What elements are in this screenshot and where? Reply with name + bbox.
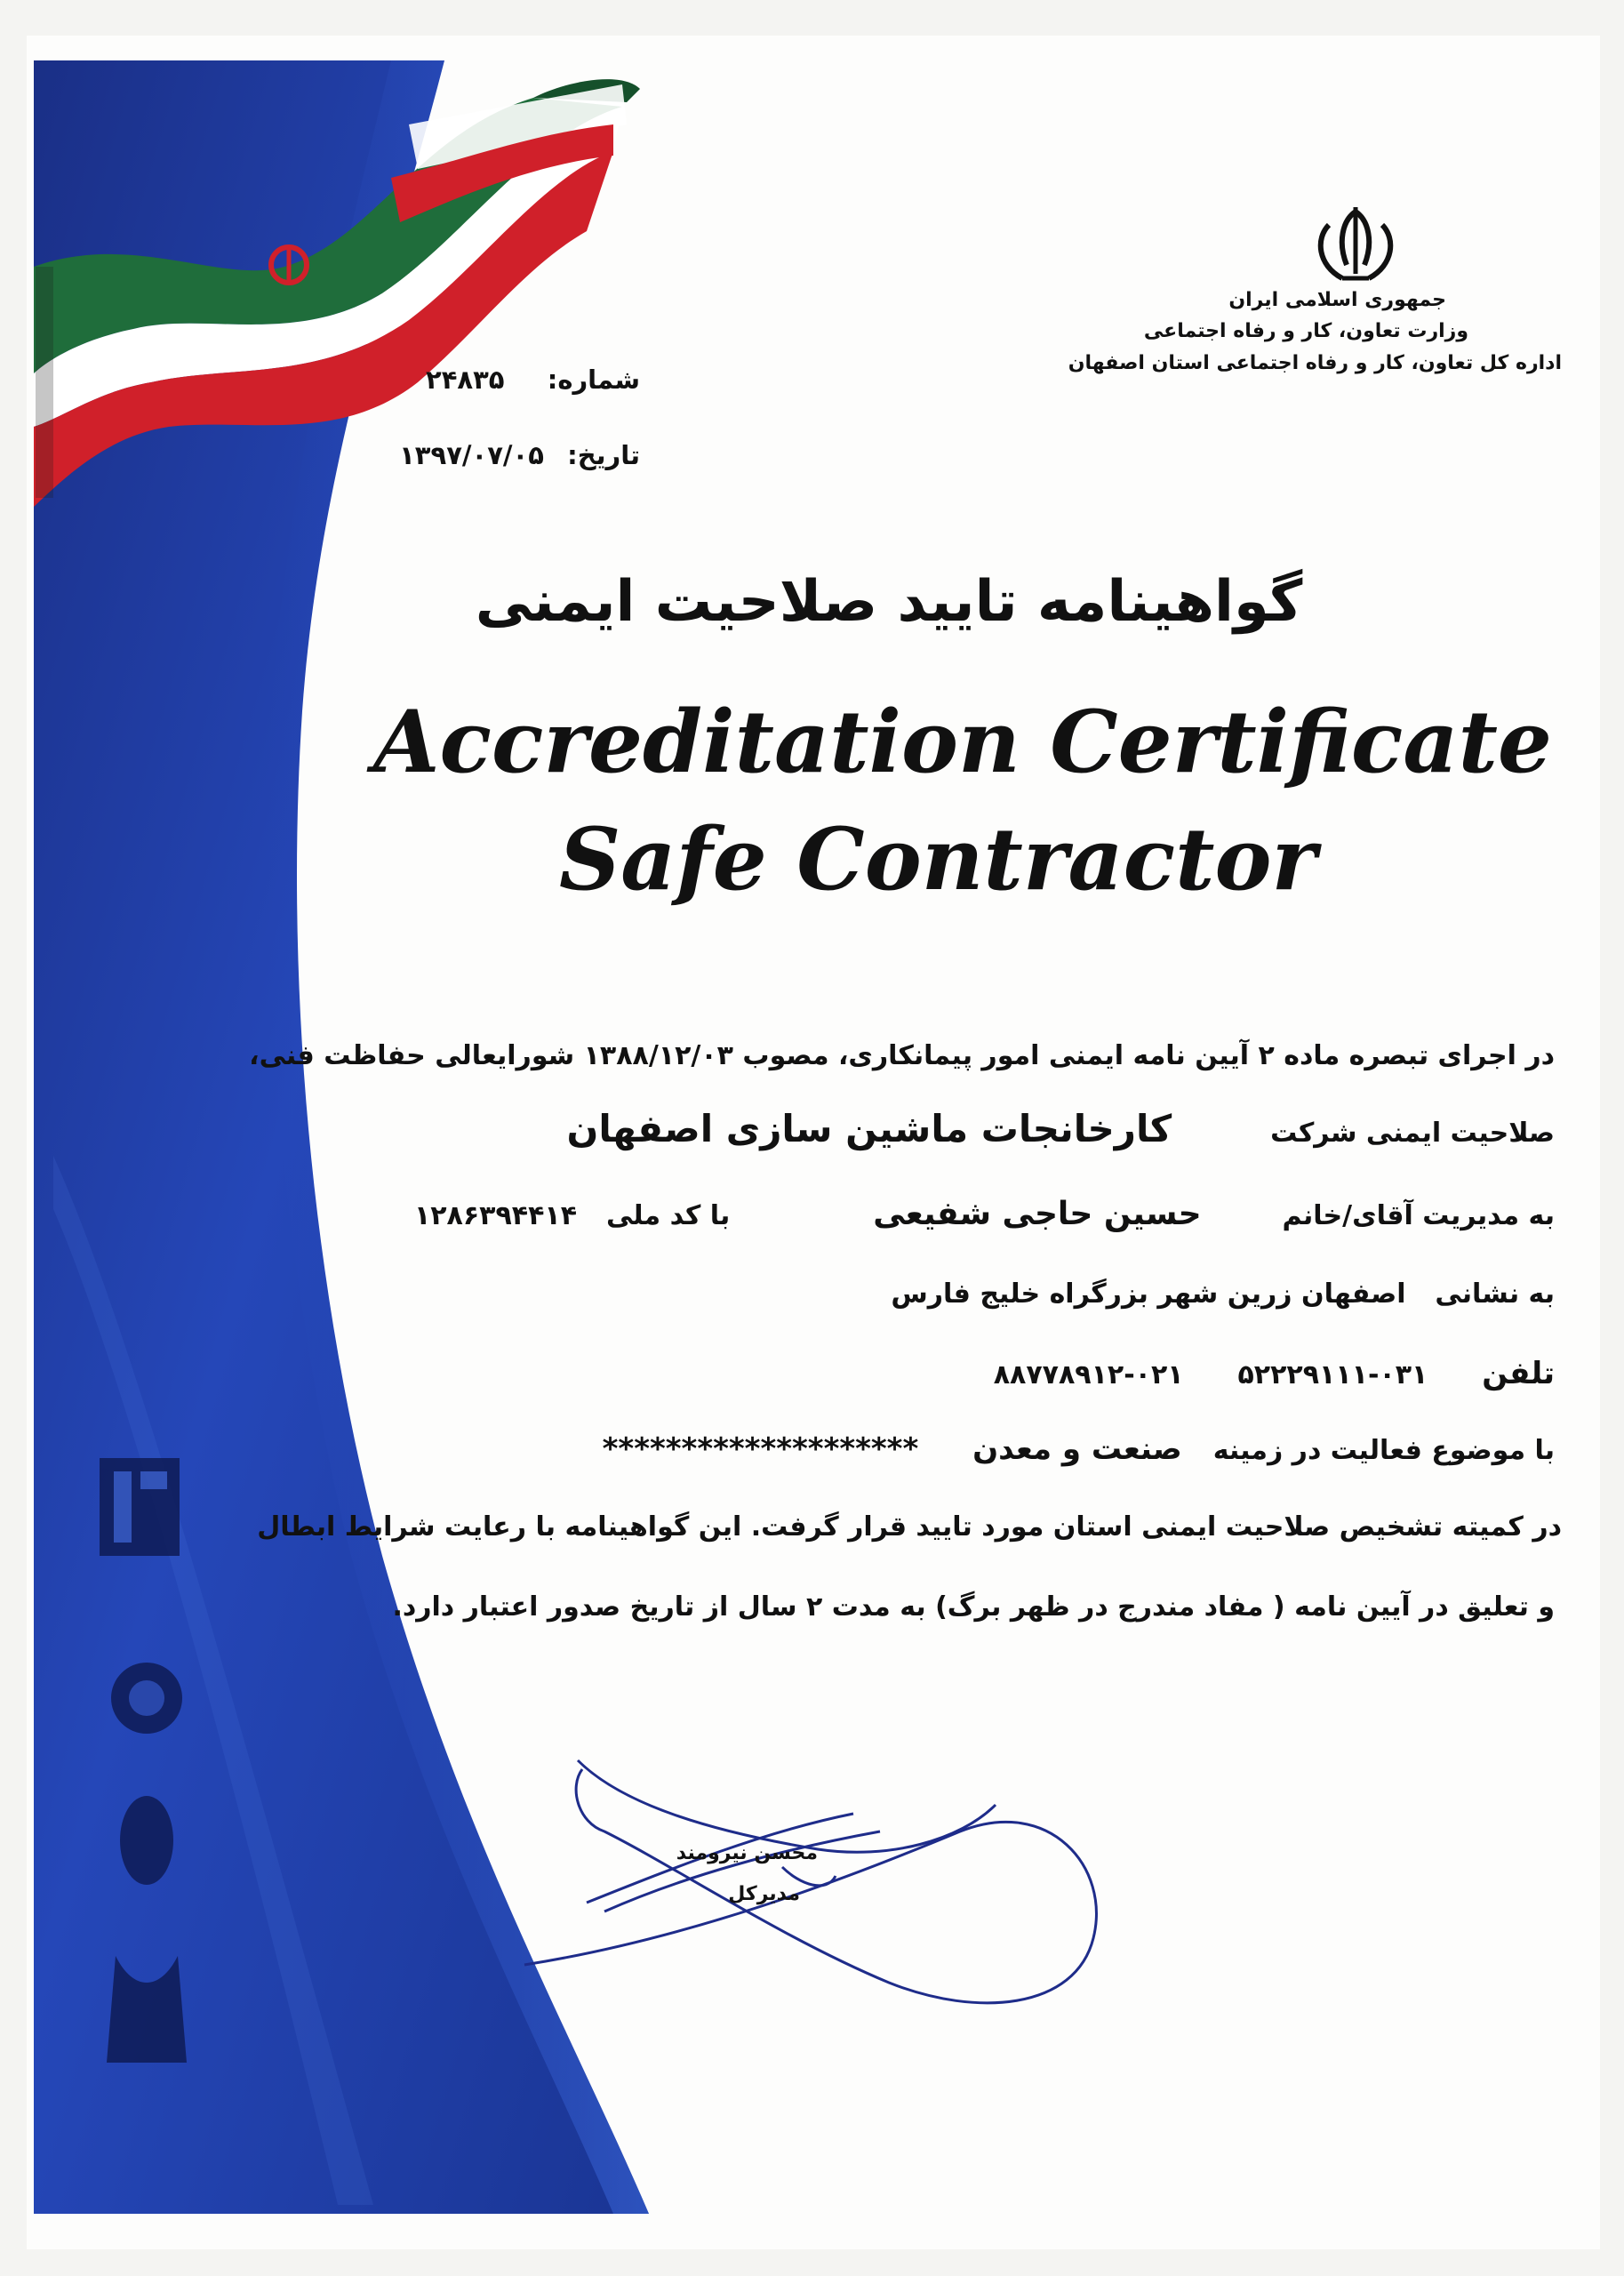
phone-label: تلفن	[1482, 1356, 1555, 1391]
title-english-line1: Accreditation Certificate	[373, 692, 1552, 792]
national-code-value: ۱۲۸۶۳۹۴۴۱۴	[413, 1200, 578, 1231]
address-row	[488, 1278, 1555, 1310]
company-row	[488, 1107, 1555, 1150]
address-value: اصفهان زرین شهر بزرگراه خلیج فارس	[891, 1278, 1406, 1310]
number-row	[426, 365, 640, 395]
manager-row	[413, 1196, 1555, 1232]
number-value: ۲۴۸۳۵	[426, 365, 505, 395]
iran-emblem-icon	[1307, 203, 1404, 292]
header-office: اداره کل تعاون، کار و رفاه اجتماعی استان اصفهان	[1068, 352, 1562, 374]
activity-value: صنعت و معدن	[972, 1431, 1182, 1467]
company-name: کارخانجات ماشین سازی اصفهان	[566, 1107, 1172, 1150]
signer-title: مدیرکل	[728, 1883, 800, 1905]
company-label: صلاحیت ایمنی شرکت	[1270, 1118, 1555, 1149]
activity-row	[310, 1431, 1555, 1467]
manager-label: به مدیریت آقای/خانم	[1282, 1200, 1555, 1231]
header-country: جمهوری اسلامی ایران	[1228, 289, 1446, 311]
number-label: شماره:	[547, 365, 640, 395]
phone-row	[488, 1356, 1555, 1391]
title-persian: گواهینامه تایید صلاحیت ایمنی	[475, 569, 1303, 635]
national-code-label: با کد ملی	[605, 1200, 731, 1231]
address-label: به نشانی	[1435, 1278, 1555, 1310]
date-value: ۱۳۹۷/۰۷/۰۵	[399, 440, 544, 470]
phone-1: ۰۳۱-۵۲۲۲۹۱۱۱	[1237, 1359, 1428, 1390]
title-english-line2: Safe Contractor	[558, 809, 1317, 910]
committee-line: در کمیته تشخیص صلاحیت ایمنی استان مورد تایید قرار گرفت. این گواهینامه با رعایت شرایط ابطال	[257, 1511, 1562, 1543]
date-row	[399, 440, 640, 470]
body-intro-line: در اجرای تبصره ماده ۲ آیین نامه ایمنی امور پیمانکاری، مصوب ۱۳۸۸/۱۲/۰۳ شورایعالی حفاظت فنی،	[249, 1040, 1555, 1071]
signer-name: محسن نیرومند	[676, 1842, 818, 1864]
date-label: تاریخ:	[567, 440, 640, 470]
manager-name: حسین حاجی شفیعی	[873, 1196, 1202, 1232]
activity-label: با موضوع فعالیت در زمینه	[1212, 1435, 1555, 1466]
phone-2: ۰۲۱-۸۸۷۷۸۹۱۲	[993, 1359, 1184, 1390]
header-ministry: وزارت تعاون، کار و رفاه اجتماعی	[1143, 320, 1468, 342]
activity-stars: ********************	[602, 1431, 919, 1467]
validity-line: و تعلیق در آیین نامه ( مفاد مندرج در ظهر برگ) به مدت ۲ سال از تاریخ صدور اعتبار دارد.	[392, 1591, 1555, 1623]
